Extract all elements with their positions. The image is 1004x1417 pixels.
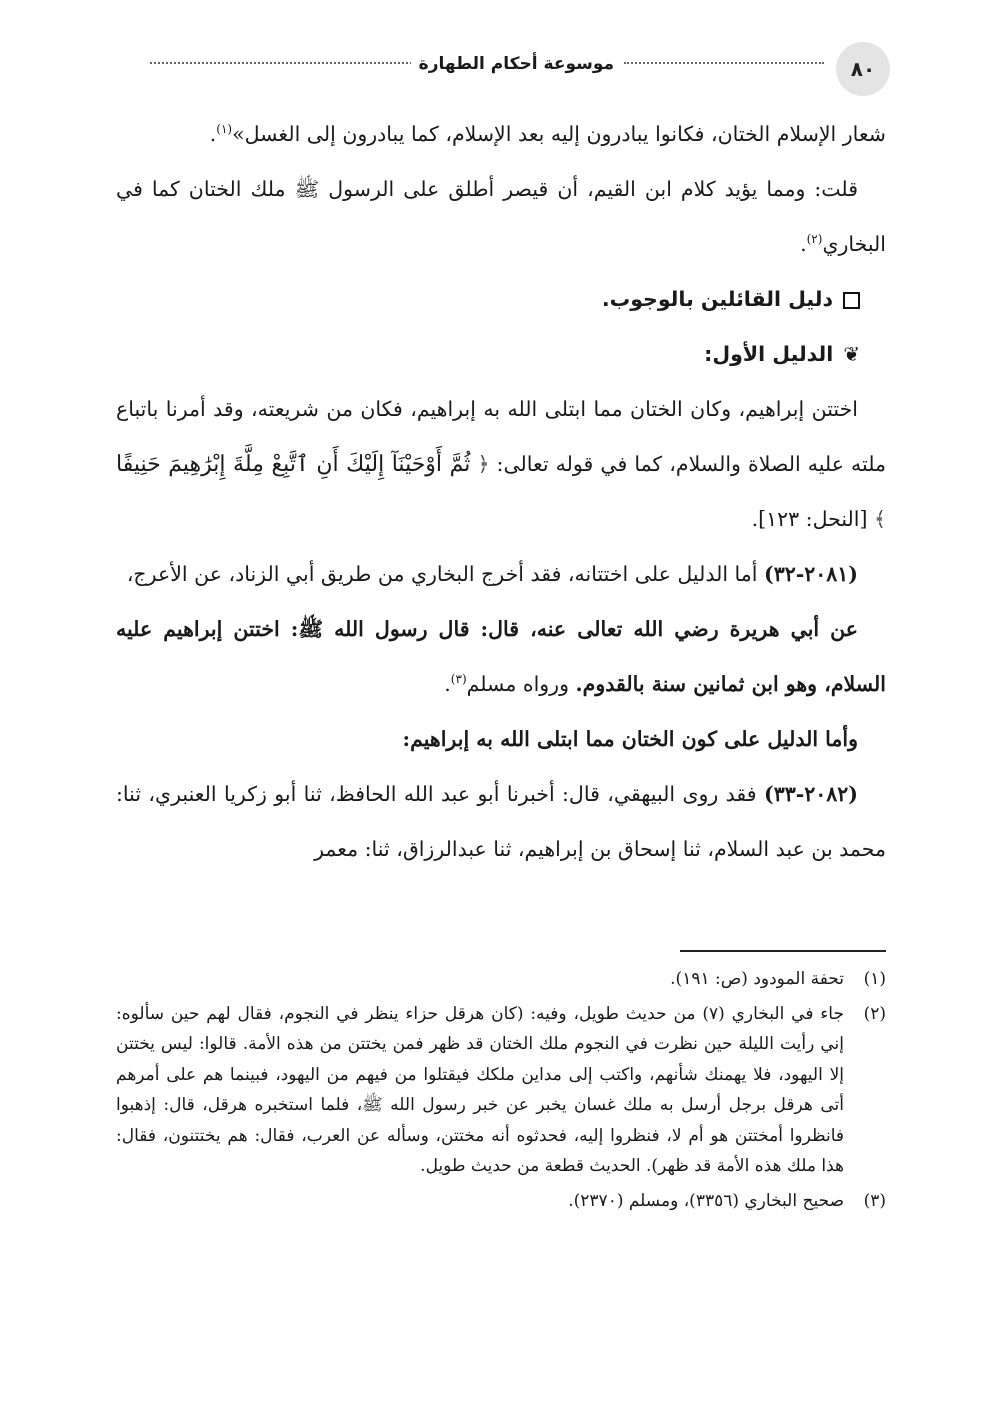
footnote-ref-2: (٢) (806, 232, 823, 247)
checkbox-square-icon (843, 292, 860, 309)
quran-bracket-close: ﴾ (873, 507, 886, 531)
verse-citation: [النحل: ١٢٣]. (751, 507, 868, 531)
footnote-separator (680, 950, 886, 952)
paragraph-5: عن أبي هريرة رضي الله تعالى عنه، قال: قال رسول الله ﷺ: اختتن إبراهيم عليه السلام، وهو ابن ثمانين سنة بالقدوم. ورواه مسلم$^{(٣)}$. (116, 617, 886, 696)
paragraph-4: (٢٠٨١-٣٢) أما الدليل على اختتانه، فقد أخرج البخاري من طريق أبي الزناد، عن الأعرج، (126, 562, 858, 586)
subsection-heading: ❦الدليل الأول: (704, 342, 860, 366)
footnotes (116, 964, 886, 1220)
leaf-ornament-icon: ❦ (843, 342, 860, 366)
footnote-item: (١) تحفة المودود (ص: ١٩١). (670, 969, 886, 989)
quran-verse: ثُمَّ أَوْحَيْنَآ إِلَيْكَ أَنِ ٱتَّبِعْ مِلَّةَ إِبْرَٰهِيمَ حَنِيفًا (116, 452, 471, 477)
footnote-item: (٣) صحيح البخاري (٣٣٥٦)، ومسلم (٢٣٧٠). (568, 1190, 886, 1211)
paragraph-1: شعار الإسلام الختان، فكانوا يبادرون إليه بعد الإسلام، كما يبادرون إلى الغسل»$^{(١)}$. (209, 122, 886, 146)
footnote-item: (٢) جاء في البخاري (٧) من حديث طويل، وفيه: (كان هرقل حزاء ينظر في النجوم، فقال لهم حين سألوه: إني رأيت الليلة حين نظرت في النجوم ملك الختان قد ظهر فمن يختتن من هذه الأمة. قالوا: ليس يختتن إلا اليهود، فلا يهمنك شأنهم، واكتب إلى مداين ملكك فيقتلوا من فيهم من اليهود، فبينما هم على أمرهم أتى هرقل برجل أرسل به ملك غسان يخبر عن خبر رسول الله ﷺ، فلما استخبره هرقل، قال: إذهبوا فانظروا أمختتن هو أم لا، فنظروا إليه، فحدثوه أنه مختتن، وسأله عن العرب، فقال: هم يختتنون، فقال: هذا ملك هذه الأمة قد ظهر). الحديث قطعة من حديث طويل. (116, 1003, 886, 1176)
header-dotted-rule-right (624, 62, 824, 64)
main-text (116, 107, 886, 877)
paragraph-7: (٢٠٨٢-٣٣) فقد روى البيهقي، قال: أخبرنا أبو عبد الله الحافظ، ثنا أبو زكريا العنبري، ثنا: محمد بن عبد السلام، ثنا إسحاق بن إبراهيم، ثنا عبدالرزاق، ثنا: معمر (116, 782, 886, 861)
footnote-ref-1: (١) (216, 122, 233, 137)
quran-bracket-open: ﴿ (477, 452, 490, 476)
paragraph-6: وأما الدليل على كون الختان مما ابتلى الله به إبراهيم: (402, 727, 858, 751)
paragraph-3: اختتن إبراهيم، وكان الختان مما ابتلى الله به إبراهيم، فكان من شريعته، وقد أمرنا باتباع ملته عليه الصلاة والسلام، كما في قوله تعالى: ﴿ ثُمَّ أَوْحَيْنَآ إِلَيْكَ أَنِ ٱتَّبِعْ مِلَّةَ إِبْرَٰهِيمَ حَنِيفًا ﴾ [النحل: ١٢٣]. (116, 397, 886, 531)
section-heading: دليل القائلين بالوجوب. (116, 272, 886, 327)
running-title: موسوعة أحكام الطهارة (411, 54, 622, 74)
paragraph-2: قلت: ومما يؤيد كلام ابن القيم، أن قيصر أطلق على الرسول ﷺ ملك الختان كما في البخاري$^{(٢)}$. (116, 177, 886, 256)
page-header (120, 38, 890, 108)
page-number: ٨٠ (836, 42, 890, 96)
hadith-number: (٢٠٨٢-٣٣) (763, 782, 858, 806)
footnote-ref-3: (٣) (450, 672, 467, 687)
hadith-number: (٢٠٨١-٣٢) (764, 562, 858, 586)
